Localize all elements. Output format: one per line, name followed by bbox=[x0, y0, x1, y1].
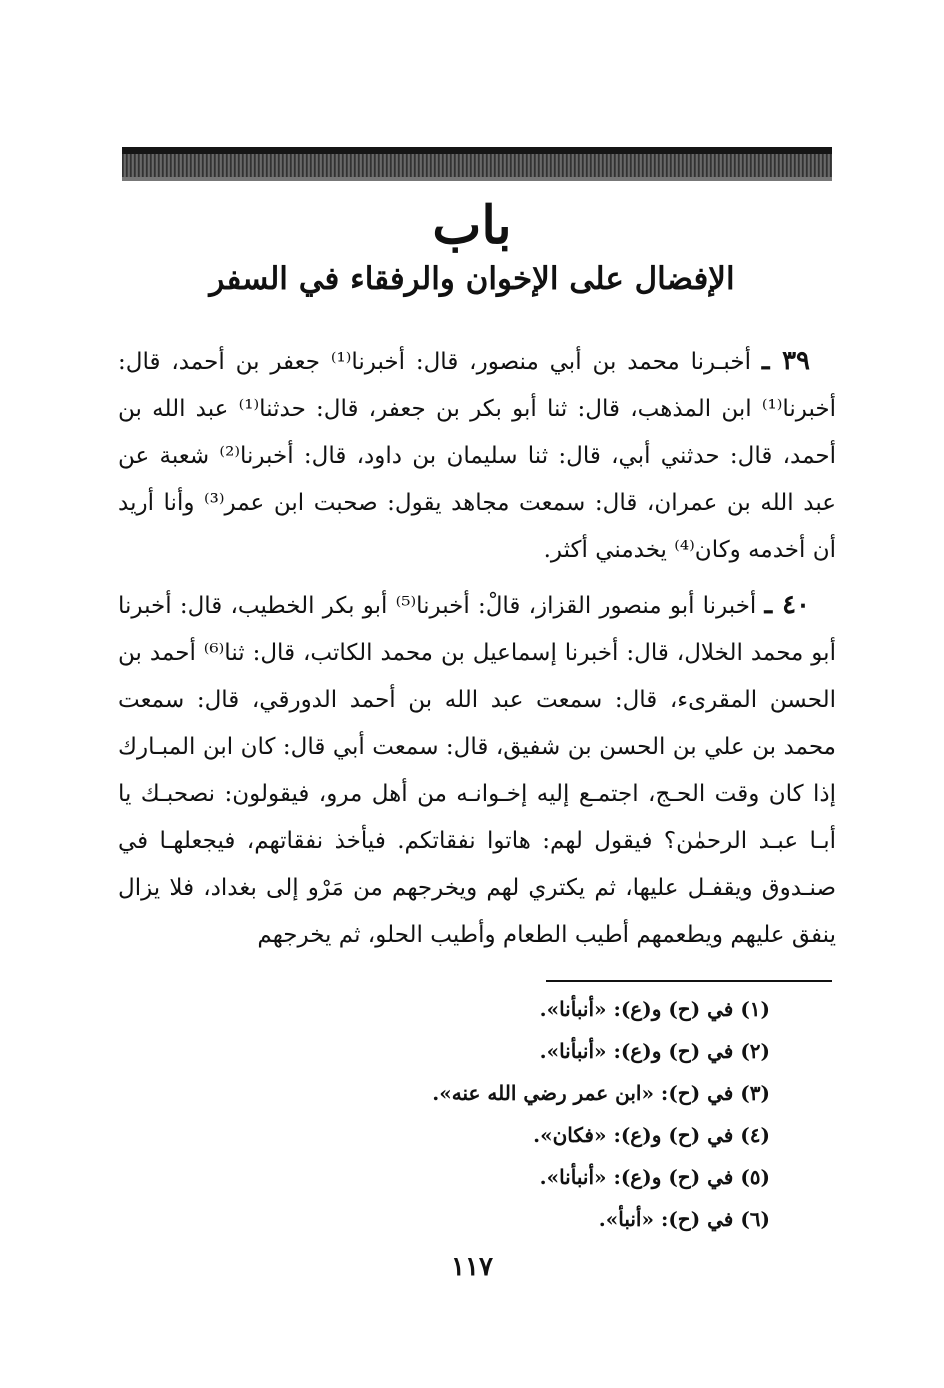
paragraph-text: أخبـرنا محمد بن أبي منصور، قال: أخبرنا⁽¹⁾ جعفر بن أحمد، قال: أخبرنا⁽¹⁾ ابن المذهب، قال: ثنا أبو بكر بن جعفر، قال: حدثنا⁽¹⁾ عبد الله بن أحمد، قال: حدثني أبي، قال: ثنا سليمان بن داود، قال: أخبرنا⁽²⁾ شعبة عن عبد الله بن عمران، قال: سمعت مجاهد يقول: صحبت ابن عمر⁽³⁾ وأنا أريد أن أخدمه وكان⁽⁴⁾ يخدمني أكثر. bbox=[118, 349, 837, 563]
paragraph-40 bbox=[118, 582, 836, 959]
page-number: ١١٧ bbox=[451, 1252, 493, 1282]
footnote-item: (٤) في (ح) و(ع): «فكان». bbox=[533, 1123, 770, 1147]
footnote-item: (١) في (ح) و(ع): «أنبأنا». bbox=[539, 997, 770, 1021]
decorative-header-band bbox=[122, 147, 832, 181]
chapter-title: الإفضال على الإخوان والرفقاء في السفر bbox=[209, 261, 735, 297]
chapter-label: باب bbox=[432, 195, 512, 256]
footnote-divider bbox=[546, 980, 832, 982]
footnote-item: (٦) في (ح): «أنبأ». bbox=[598, 1207, 770, 1231]
footnotes bbox=[300, 988, 770, 1240]
footnote-item: (٣) في (ح): «ابن عمر رضي الله عنه». bbox=[432, 1081, 770, 1105]
footnote-item: (٢) في (ح) و(ع): «أنبأنا». bbox=[539, 1039, 770, 1063]
main-text bbox=[118, 338, 836, 959]
paragraph-text: أخبرنا أبو منصور القزاز، قالْ: أخبرنا⁽⁵⁾ أبو بكر الخطيب، قال: أخبرنا أبو محمد الخلال، قال: أخبرنا إسماعيل بن محمد الكاتب، قال: ثنا⁽⁶⁾ أحمد بن الحسن المقرىء، قال: سمعت عبد الله بن أحمد الدورقي، قال: سمعت محمد بن علي بن الحسن بن شفيق، قال: سمعت أبي قال: كان ابن المبـارك إذا كان وقت الحـج، اجتمـع إليه إخـوانـه من أهل مرو، فيقولون: نصحبـك يا أبـا عبـد الرحمٰن؟ فيقول لهم: هاتوا نفقاتكم. فيأخذ نفقاتهم، فيجعلهـا في صنـدوق ويقفـل عليها، ثم يكتري لهم ويخرجهم من مَرْو إلى بغداد، فلا يزال ينفق عليهم ويطعمهم أطيب الطعام وأطيب الحلو، ثم يخرجهم bbox=[118, 593, 836, 948]
paragraph-number: ٤٠ ـ bbox=[764, 590, 810, 620]
footnote-item: (٥) في (ح) و(ع): «أنبأنا». bbox=[539, 1165, 770, 1189]
paragraph-39 bbox=[118, 338, 836, 574]
paragraph-number: ٣٩ ـ bbox=[761, 346, 810, 376]
